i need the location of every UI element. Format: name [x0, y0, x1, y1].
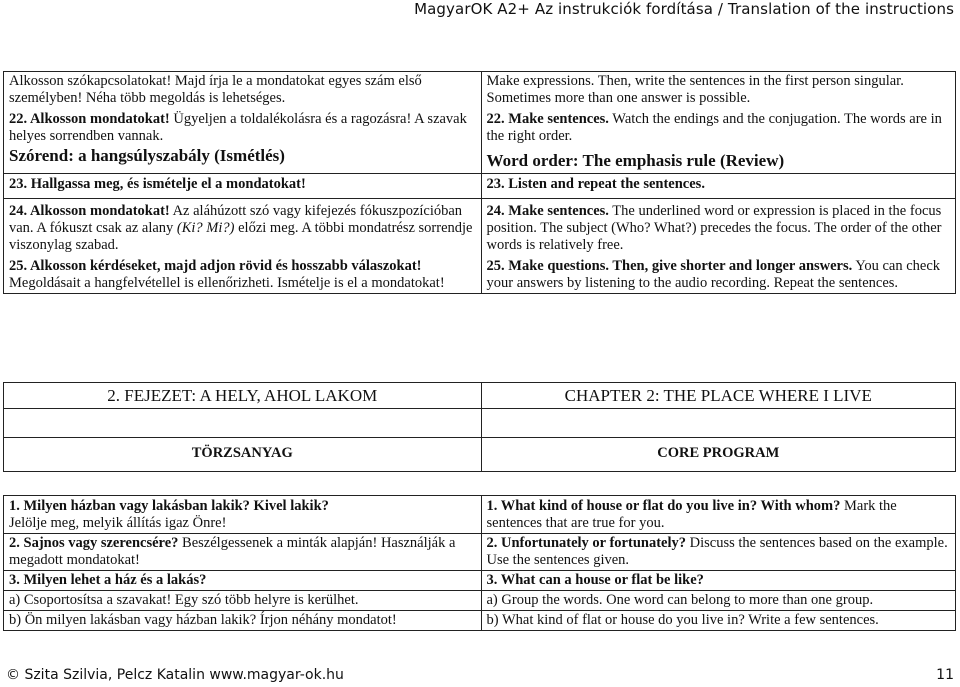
hu-task-25-text: Megoldásait a hangfelvétellel is ellenőrizheti. Ismételje is el a mondatokat!: [9, 275, 445, 291]
en-task-22-title: 22. Make sentences.: [486, 111, 609, 127]
en-cell: [481, 496, 956, 534]
en-task-3-title: 3. What can a house or flat be like?: [486, 572, 704, 588]
table-row: [4, 571, 956, 591]
en-cell: [481, 199, 955, 294]
en-task-1-title: 1. What kind of house or flat do you live in? With whom?: [486, 498, 841, 514]
en-task-2-text: Discuss the sentences based on the example. Use the sentences given.: [486, 535, 948, 568]
empty-cell: [4, 409, 482, 438]
empty-cell: [481, 409, 956, 438]
table-row: [4, 534, 956, 571]
en-task-3b: b) What kind of flat or house do you live in? Write a few sentences.: [486, 612, 879, 628]
hu-cell: [4, 571, 482, 591]
en-task-24: [487, 203, 950, 254]
en-cell: [481, 571, 956, 591]
hu-cell: [4, 496, 482, 534]
hu-task-3b: b) Ön milyen lakásban vagy házban lakik? Írjon néhány mondatot!: [9, 612, 397, 628]
table-row: [4, 438, 956, 472]
hu-task-24-text-a: Az aláhúzott szó vagy kifejezés fókuszpozícióban van. A fókuszt csak az alany: [9, 203, 463, 236]
hu-task-24-title: 24. Alkosson mondatokat!: [9, 203, 170, 219]
table-row: [4, 199, 956, 294]
hu-task-1-title: 1. Milyen házban vagy lakásban lakik? Kivel lakik?: [9, 498, 329, 514]
en-cell: [481, 72, 955, 174]
footer-copyright: © Szita Szilvia, Pelcz Katalin www.magyar-ok.hu: [6, 667, 344, 683]
hu-cell: [4, 611, 482, 631]
hu-core-program: TÖRZSANYAG: [4, 438, 482, 472]
table-row: [4, 72, 956, 174]
hu-cell: [4, 199, 482, 294]
hu-task-24: [9, 203, 476, 254]
table-row: [4, 174, 956, 199]
hu-task-3-title: 3. Milyen lehet a ház és a lakás?: [9, 572, 207, 588]
hu-cell: [4, 534, 482, 571]
en-chapter-title: CHAPTER 2: THE PLACE WHERE I LIVE: [481, 383, 956, 409]
en-task-22-text: Watch the endings and the conjugation. The words are in the right order.: [486, 111, 942, 144]
en-task-24-text: The underlined word or expression is placed in the focus position. The subject (Who? What?) precedes the focus. The order of the other words is relatively free.: [486, 203, 942, 253]
hu-task-25: [9, 258, 476, 292]
hu-intro: Alkosson szókapcsolatokat! Majd írja le a mondatokat egyes szám első személyben! Néha több megoldás is lehetséges.: [9, 73, 422, 106]
en-cell: [481, 534, 956, 571]
en-core-program: CORE PROGRAM: [481, 438, 956, 472]
en-task-3a: a) Group the words. One word can belong to more than one group.: [486, 592, 874, 608]
en-section-heading: Word order: The emphasis rule (Review): [486, 151, 785, 170]
en-cell: [481, 174, 955, 199]
instructions-table: [3, 71, 956, 294]
table-row: [4, 611, 956, 631]
en-task-25: [487, 258, 950, 292]
table-row: [4, 591, 956, 611]
hu-task-22-title: 22. Alkosson mondatokat!: [9, 111, 170, 127]
hu-task-3a: a) Csoportosítsa a szavakat! Egy szó több helyre is kerülhet.: [9, 592, 359, 608]
page-header: MagyarOK A2+ Az instrukciók fordítása / Translation of the instructions: [414, 0, 954, 18]
hu-task-24-italic: (Ki? Mi?): [176, 220, 235, 236]
en-task-23: 23. Listen and repeat the sentences.: [486, 176, 705, 192]
en-task-25-title: 25. Make questions. Then, give shorter and longer answers.: [486, 258, 853, 274]
hu-cell: [4, 591, 482, 611]
hu-cell: [4, 174, 482, 199]
table-row: [4, 409, 956, 438]
en-task-1-text: Mark the sentences that are true for you.: [486, 498, 897, 531]
en-cell: [481, 611, 956, 631]
tasks-table: [3, 495, 956, 631]
chapter-table: [3, 382, 956, 472]
table-row: [4, 496, 956, 534]
hu-section-heading: Szórend: a hangsúlyszabály (Ismétlés): [9, 146, 285, 165]
hu-task-2-text: Beszélgessenek a minták alapján! Használják a megadott mondatokat!: [9, 535, 456, 568]
en-task-22: [487, 111, 950, 145]
hu-task-25-title: 25. Alkosson kérdéseket, majd adjon rövid és hosszabb válaszokat!: [9, 258, 422, 274]
hu-cell: [4, 72, 482, 174]
hu-task-22: [9, 111, 476, 145]
hu-chapter-title: 2. FEJEZET: A HELY, AHOL LAKOM: [4, 383, 482, 409]
en-task-24-title: 24. Make sentences.: [486, 203, 609, 219]
hu-task-23: 23. Hallgassa meg, és ismételje el a mondatokat!: [9, 176, 306, 192]
hu-task-2-title: 2. Sajnos vagy szerencsére?: [9, 535, 179, 551]
page-number: 11: [936, 667, 954, 683]
en-cell: [481, 591, 956, 611]
table-row: [4, 383, 956, 409]
en-task-2-title: 2. Unfortunately or fortunately?: [486, 535, 686, 551]
hu-task-1-text: Jelölje meg, melyik állítás igaz Önre!: [9, 515, 227, 531]
hu-task-24-text-b: előzi meg. A többi mondatrész sorrendje viszonylag szabad.: [9, 220, 473, 253]
hu-task-22-text: Ügyeljen a toldalékolásra és a ragozásra! A szavak helyes sorrendben vannak.: [9, 111, 467, 144]
en-intro: Make expressions. Then, write the sentences in the first person singular. Sometimes more than one answer is possible.: [486, 73, 904, 106]
en-task-25-text: You can check your answers by listening to the audio recording. Repeat the sentences.: [486, 258, 941, 291]
